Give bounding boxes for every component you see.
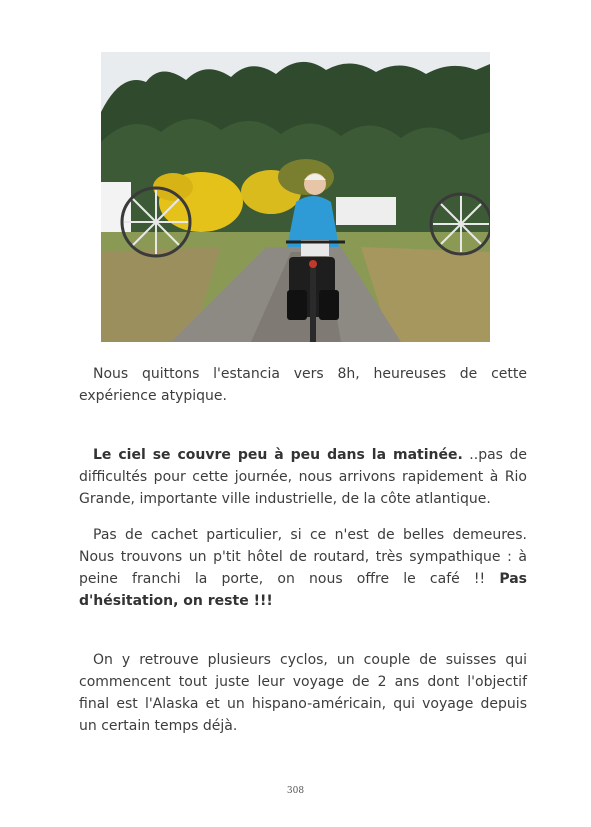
- page-number: 308: [286, 786, 305, 796]
- paragraph-departure: [79, 363, 527, 407]
- paragraph-bold-tail: Pas d'hésitation, on reste !!!: [79, 571, 527, 609]
- cyclist-photo: [101, 52, 490, 342]
- paragraph-text: On y retrouve plusieurs cyclos, un couple de suisses qui commencent tout juste leur voyage de 2 ans dont l'objectif final est l'Alaska et un hispano-américain, qui voyage depuis un certain temps déjà.: [79, 652, 527, 734]
- cyclist-photo-icon: [101, 52, 490, 342]
- paragraph-bold-lead: Le ciel se couvre peu à peu dans la matinée.: [93, 447, 463, 463]
- paragraph-cyclists: [79, 649, 527, 737]
- paragraph-text: Nous quittons l'estancia vers 8h, heureuses de cette expérience atypique.: [79, 366, 527, 404]
- paragraph-text: ..pas de difficultés pour cette journée, nous arrivons rapidement à Rio Grande, importante ville industrielle, de la côte atlantique.: [79, 447, 527, 507]
- paragraph-weather: [79, 444, 527, 510]
- paragraph-text: Pas de cachet particulier, si ce n'est de belles demeures. Nous trouvons un p'tit hôtel de routard, très sympathique : à peine franchi la porte, on nous offre le café !!: [79, 527, 527, 587]
- paragraph-hotel: [79, 524, 527, 612]
